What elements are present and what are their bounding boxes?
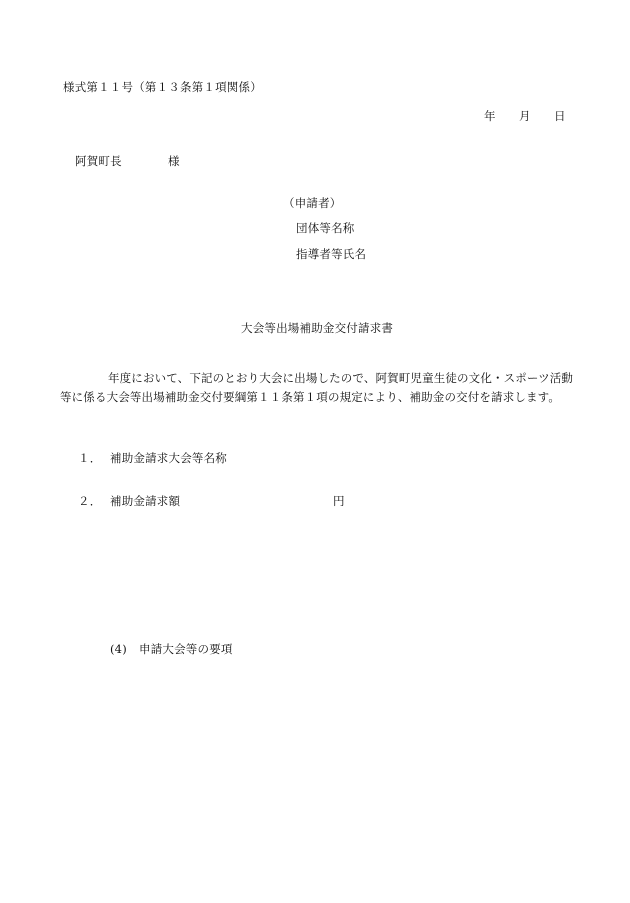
org-name-label: 団体等名称 — [296, 221, 355, 235]
item-2-label: 補助金請求額 — [110, 494, 181, 508]
addressee-title: 阿賀町長 — [75, 154, 122, 168]
body-paragraph: 年度において、下記のとおり大会に出場したので、阿賀町児童生徒の文化・スポーツ活動等に係る大会等出場補助金交付要綱第１１条第１項の規定により、補助金の交付を請求します。 — [60, 371, 574, 404]
item-2-unit: 円 — [333, 494, 345, 508]
item-2-number: ２． — [78, 494, 102, 508]
date-day-label: 日 — [554, 109, 566, 123]
date-year-label: 年 — [484, 109, 496, 123]
date-month-label: 月 — [519, 109, 531, 123]
sub-item-number: (4) — [110, 642, 127, 656]
applicant-heading: （申請者） — [283, 196, 342, 210]
item-1-label: 補助金請求大会等名称 — [110, 451, 227, 465]
sub-item-label: 申請大会等の要項 — [139, 642, 233, 656]
addressee-honorific: 様 — [168, 154, 180, 168]
leader-name-label: 指導者等氏名 — [296, 247, 367, 261]
form-number: 様式第１１号（第１３条第１項関係） — [63, 80, 262, 94]
item-1-number: １． — [78, 451, 102, 465]
document-title: 大会等出場補助金交付請求書 — [241, 321, 394, 335]
